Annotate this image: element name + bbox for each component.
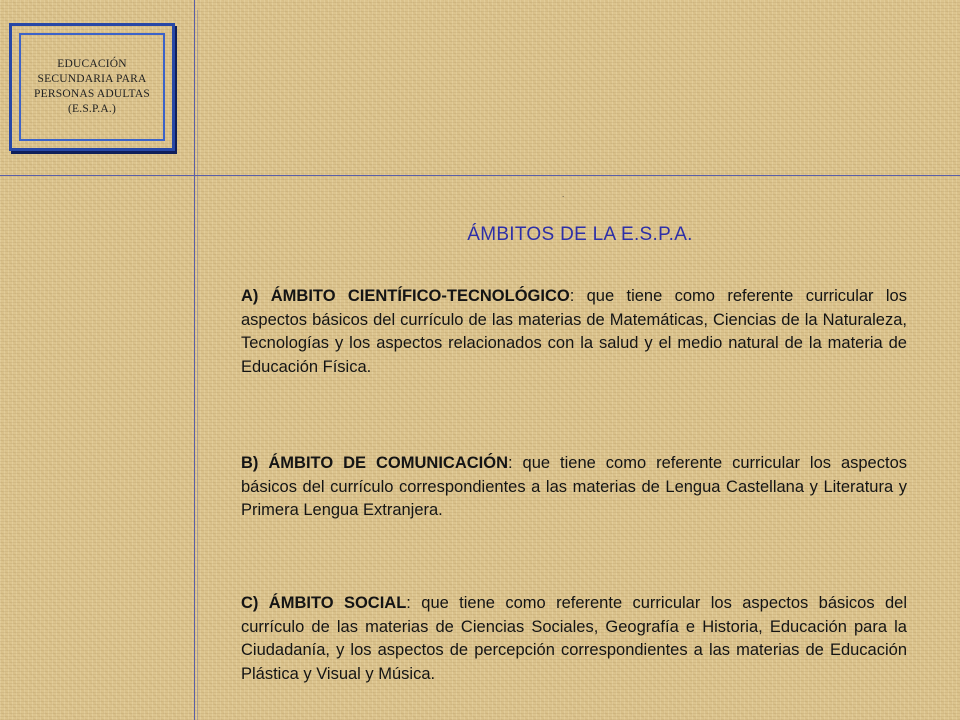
logo-line-2: SECUNDARIA PARA bbox=[37, 73, 147, 85]
section-body: : que tiene como referente curricular los aspectos básicos del currículo de las materias de Matemáticas, Ciencias de la Naturaleza, Tecnologías y los aspectos relacionados con la salud y el medio natural de la materia de Educación Física. bbox=[241, 287, 907, 376]
vertical-rule-shadow bbox=[197, 10, 198, 720]
small-dot: . bbox=[562, 190, 565, 199]
section-heading: A) ÁMBITO CIENTÍFICO-TECNOLÓGICO bbox=[241, 287, 570, 305]
section-communication bbox=[241, 452, 907, 523]
logo-line-4: (E.S.P.A.) bbox=[67, 103, 116, 115]
logo-line-3: PERSONAS ADULTAS bbox=[34, 88, 150, 100]
section-body: : que tiene como referente curricular los aspectos básicos del currículo de las materias de Ciencias Sociales, Geografía e Historia, Educación para la Ciudadanía, y los aspectos de percepción correspondientes a las materias de Educación Plástica y Visual y Música. bbox=[241, 594, 907, 683]
section-body: : que tiene como referente curricular los aspectos básicos del currículo correspondientes a las materias de Lengua Castellana y Literatura y Primera Lengua Extranjera. bbox=[241, 454, 907, 519]
vertical-rule bbox=[194, 0, 195, 720]
section-scientific-technological bbox=[241, 285, 907, 379]
horizontal-rule bbox=[0, 175, 960, 176]
espa-logo-text bbox=[34, 57, 150, 117]
section-heading: C) ÁMBITO SOCIAL bbox=[241, 594, 407, 612]
page-title: ÁMBITOS DE LA E.S.P.A. bbox=[467, 224, 693, 245]
section-heading: B) ÁMBITO DE COMUNICACIÓN bbox=[241, 454, 508, 472]
espa-logo-frame bbox=[9, 23, 175, 151]
logo-line-1: EDUCACIÓN bbox=[57, 58, 127, 70]
section-social bbox=[241, 592, 907, 686]
espa-logo-inner-frame bbox=[19, 33, 165, 141]
